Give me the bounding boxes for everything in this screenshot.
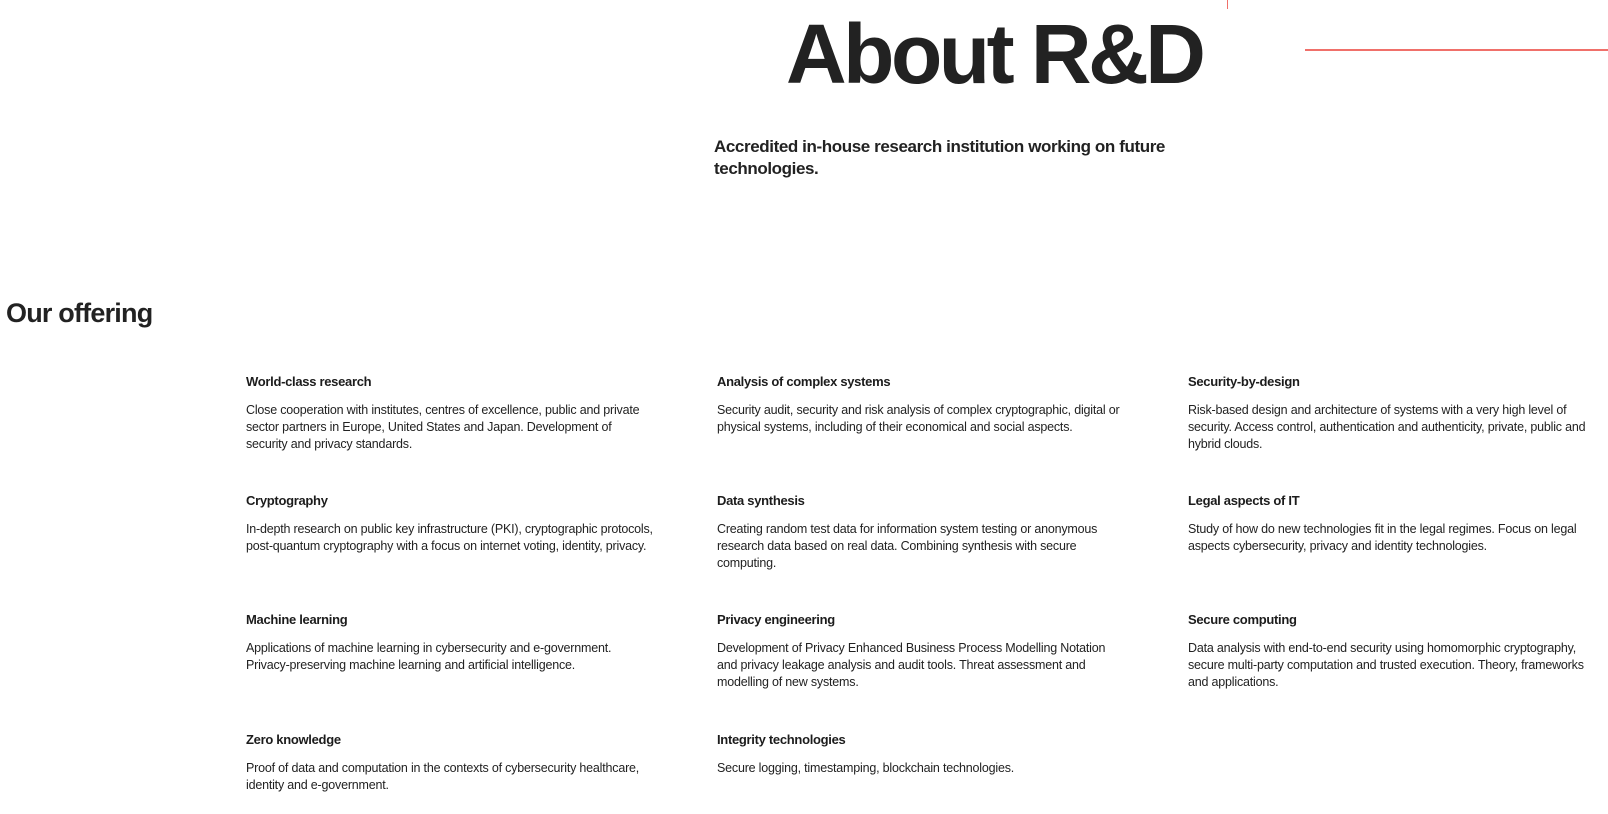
decorative-vertical-line — [1227, 0, 1228, 9]
offering-card-description: Security audit, security and risk analysis of complex cryptographic, digital or physical systems, including of their economical and social aspects. — [717, 403, 1120, 434]
offering-card-title: Privacy engineering — [717, 612, 835, 627]
offering-card-description: Creating random test data for information system testing or anonymous research data based on real data. Combining synthesis with secure computing. — [717, 522, 1098, 570]
offering-card-title: Cryptography — [246, 493, 328, 508]
offering-card-title: Legal aspects of IT — [1188, 493, 1300, 508]
offering-card-zero-knowledge — [246, 731, 656, 794]
offering-card-integrity-technologies — [717, 731, 1127, 777]
offering-card-description: Applications of machine learning in cybersecurity and e-government. Privacy-preserving machine learning and artificial intelligence. — [246, 641, 612, 672]
offering-card-description: In-depth research on public key infrastructure (PKI), cryptographic protocols, post-quantum cryptography with a focus on internet voting, identity, privacy. — [246, 522, 653, 553]
section-title-our-offering: Our offering — [6, 298, 153, 328]
offering-card-machine-learning — [246, 611, 656, 674]
offering-card-world-class-research — [246, 373, 656, 453]
offering-card-description: Proof of data and computation in the contexts of cybersecurity healthcare, identity and e-government. — [246, 761, 640, 792]
offering-card-title: Secure computing — [1188, 612, 1297, 627]
offering-card-description: Close cooperation with institutes, centres of excellence, public and private sector partners in Europe, United States and Japan. Development of security and privacy standards. — [246, 403, 640, 451]
offering-card-secure-computing — [1188, 611, 1598, 691]
offering-card-title: Machine learning — [246, 612, 348, 627]
offering-card-title: Zero knowledge — [246, 732, 341, 747]
offering-card-security-by-design — [1188, 373, 1598, 453]
offering-card-description: Data analysis with end-to-end security using homomorphic cryptography, secure multi-party computation and trusted execution. Theory, frameworks and applications. — [1188, 641, 1584, 689]
page-subtitle: Accredited in-house research institution working on future technologies. — [714, 137, 1165, 178]
offering-card-cryptography — [246, 492, 656, 555]
offering-card-analysis-of-complex-systems — [717, 373, 1127, 436]
offering-card-title: Data synthesis — [717, 493, 805, 508]
offering-card-title: Integrity technologies — [717, 732, 846, 747]
decorative-horizontal-line — [1305, 49, 1608, 51]
offering-card-privacy-engineering — [717, 611, 1127, 691]
offering-card-legal-aspects-of-it — [1188, 492, 1598, 555]
offering-card-description: Secure logging, timestamping, blockchain technologies. — [717, 761, 1015, 775]
offering-card-title: Security-by-design — [1188, 374, 1300, 389]
offering-card-description: Risk-based design and architecture of systems with a very high level of security. Access control, authentication and authenticity, private, public and hybrid clouds. — [1188, 403, 1586, 451]
offering-card-title: Analysis of complex systems — [717, 374, 891, 389]
offering-card-description: Development of Privacy Enhanced Business Process Modelling Notation and privacy leakage analysis and audit tools. Threat assessment and modelling of new systems. — [717, 641, 1106, 689]
offering-card-data-synthesis — [717, 492, 1127, 572]
page-title: About R&D — [786, 7, 1203, 101]
offering-card-description: Study of how do new technologies fit in the legal regimes. Focus on legal aspects cybersecurity, privacy and identity technologies. — [1188, 522, 1577, 553]
offering-card-title: World-class research — [246, 374, 372, 389]
